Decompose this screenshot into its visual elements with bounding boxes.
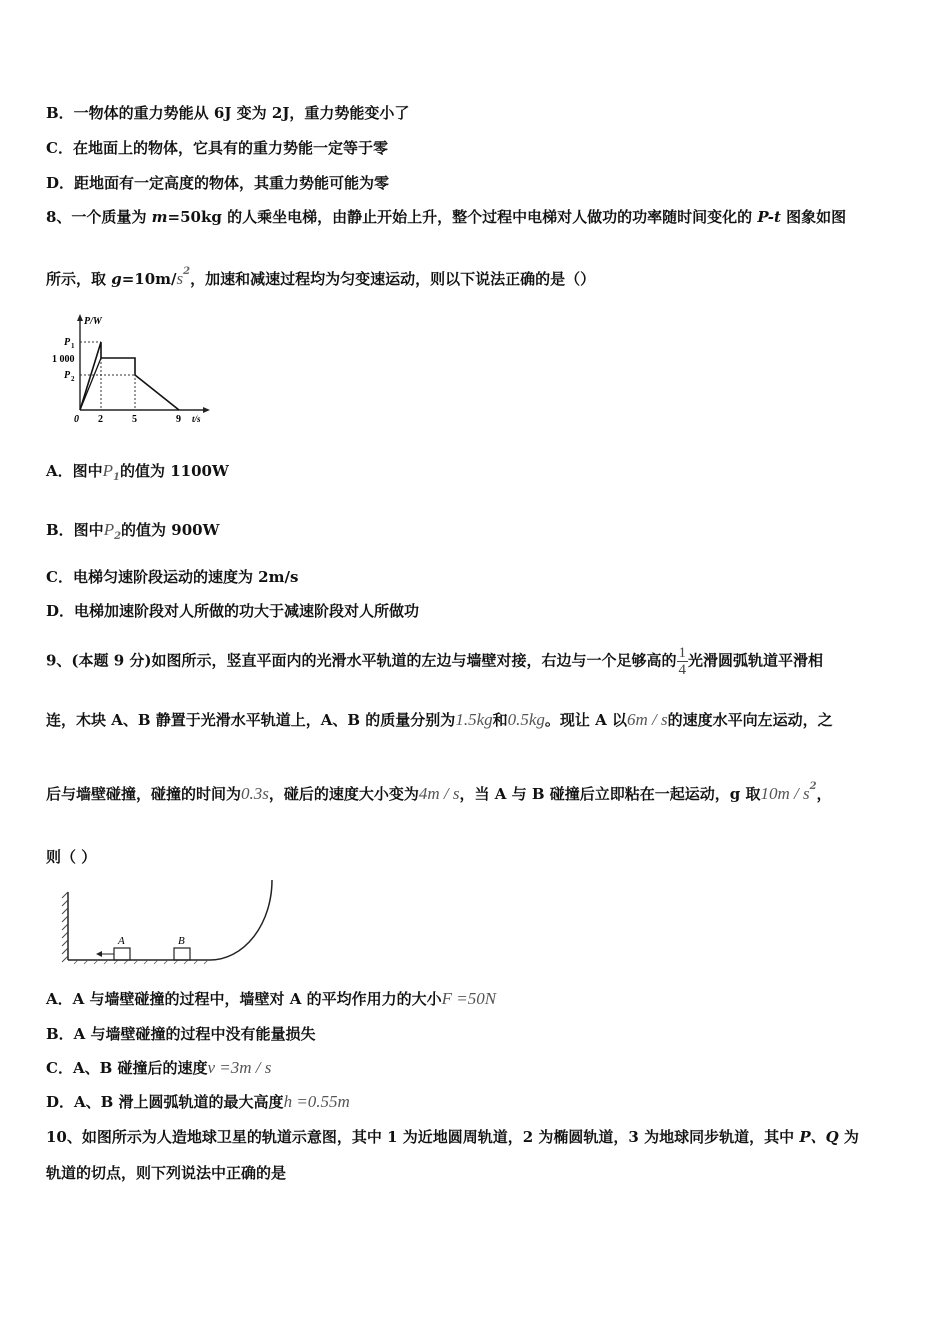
q9-velocity-initial: 6m / s (627, 710, 668, 729)
q9-fraction (677, 645, 689, 678)
q9-option-b: B．A 与墙壁碰撞的过程中没有能量损失 (46, 1025, 316, 1043)
graph-y-label: P/W (84, 316, 102, 327)
q8-option-a (46, 460, 229, 481)
q8-opt-b-symbol: P (103, 520, 115, 539)
q10-text: 为 (838, 1128, 859, 1146)
q8-opt-a-symbol: P (102, 461, 114, 480)
velocity-arrow-head (96, 951, 102, 957)
q8-stem-line2 (46, 268, 595, 289)
q8-stem-line1 (46, 206, 846, 227)
q9-opt-text: C．A、B 碰撞后的速度 (46, 1059, 208, 1077)
q8-text: 图象如图 (780, 208, 847, 226)
q10-text: 10、如图所示为人造地球卫星的轨道示意图，其中 1 为近地圆周轨道，2 为椭圆轨道，3 为地球同步轨道，其中 (46, 1128, 800, 1146)
q9-frac-denominator: 4 (678, 662, 687, 678)
q9-collision-time: 0.3s (241, 784, 269, 803)
q8-opt-text: A．图中 (46, 462, 103, 480)
block-a (114, 948, 130, 960)
q10-stem-line2: 轨道的切点，则下列说法中正确的是 (46, 1164, 287, 1182)
q7-option-c: C．在地面上的物体，它具有的重力势能一定等于零 (46, 139, 388, 157)
q8-opt-text: 的值为 900W (121, 521, 220, 539)
graph-p2-sub: 2 (71, 375, 75, 383)
q8-option-b (46, 519, 219, 540)
q8-text: 所示，取 (46, 270, 112, 288)
graph-p2-label: P (64, 370, 71, 381)
q8-var-m: m (151, 208, 168, 226)
q9-option-c (46, 1057, 271, 1078)
q9-text: 9、(本题 9 分)如图所示，竖直平面内的光滑水平轨道的左边与墙壁对接，右边与一个足够高的 (46, 651, 677, 670)
q9-opt-a-formula: F =50N (441, 989, 497, 1008)
q9-option-d (46, 1091, 350, 1112)
graph-1000-label: 1 000 (52, 354, 75, 365)
q9-velocity-after: 4m / s (418, 784, 460, 803)
q8-opt-a-sub: 1 (113, 472, 120, 483)
q9-opt-d-formula: h =0.55m (283, 1092, 350, 1111)
graph-x-arrow (203, 407, 210, 413)
graph-origin-label: 0 (74, 414, 79, 425)
q8-opt-b-sub: 2 (114, 531, 122, 542)
graph-p1-sub: 1 (71, 342, 75, 350)
q9-option-a (46, 988, 496, 1009)
graph-accel-line (80, 358, 101, 410)
graph-y-arrow (77, 314, 83, 321)
q9-mass-a: 1.5kg (455, 710, 493, 729)
q9-stem-line1 (46, 645, 823, 678)
q9-gravity: 10m / s (760, 784, 810, 803)
q10-stem-line1 (46, 1126, 859, 1147)
q9-text: ，碰后的速度大小变为 (268, 785, 419, 803)
q9-text: 后与墙壁碰撞，碰撞的时间为 (46, 785, 242, 803)
graph-p1-label: P (64, 337, 71, 348)
q9-opt-text: A．A 与墙壁碰撞的过程中，墙壁对 A 的平均作用力的大小 (46, 990, 442, 1008)
q9-stem-line4: 则（ ） (46, 848, 97, 866)
q9-gravity-sq: 2 (809, 781, 817, 792)
q7-option-b: B．一物体的重力势能从 6J 变为 2J，重力势能变小了 (46, 104, 410, 122)
q10-var-pq: P、Q (799, 1128, 839, 1146)
q7-option-d: D．距地面有一定高度的物体，其重力势能可能为零 (46, 174, 390, 192)
q9-text: ， (816, 785, 832, 803)
block-b-label: B (178, 935, 185, 947)
graph-t5-label: 5 (132, 414, 137, 425)
q8-text: 8、一个质量为 (46, 208, 152, 226)
q8-var-g: g (111, 270, 122, 288)
track-curve (68, 880, 272, 960)
q8-text: ，加速和减速过程均为匀变速运动，则以下说法正确的是（） (190, 270, 596, 288)
q9-opt-text: D．A、B 滑上圆弧轨道的最大高度 (46, 1093, 284, 1111)
graph-t9-label: 9 (176, 414, 181, 425)
q9-mass-b: 0.5kg (507, 710, 545, 729)
q8-text: =50kg 的人乘坐电梯，由静止开始上升，整个过程中电梯对人做功的功率随时间变化的 (167, 208, 758, 226)
q9-text: 。现让 A 以 (544, 711, 628, 729)
q8-pt-graph (48, 310, 218, 430)
graph-t2-label: 2 (98, 414, 103, 425)
graph-x-label: t/s (192, 414, 201, 424)
q8-opt-text: B．图中 (46, 521, 104, 539)
q9-text: ，当 A 与 B 碰撞后立即粘在一起运动，g 取 (459, 785, 761, 803)
q9-frac-numerator: 1 (678, 645, 687, 661)
q9-track-figure (60, 878, 280, 968)
q9-stem-line3 (46, 783, 832, 804)
q9-text: 连，木块 A、B 静置于光滑水平轨道上，A、B 的质量分别为 (46, 711, 456, 729)
q8-var-pt: P-t (757, 208, 781, 226)
q8-opt-text: 的值为 1100W (120, 462, 229, 480)
q8-unit-sq: 2 (183, 266, 191, 277)
q8-text: =10m/ (121, 270, 177, 288)
block-b (174, 948, 190, 960)
q9-stem-line2 (46, 709, 833, 730)
q9-text: 的速度水平向左运动，之 (667, 711, 833, 729)
q8-unit-s: s (176, 269, 184, 288)
q8-option-c: C．电梯匀速阶段运动的速度为 2m/s (46, 568, 299, 586)
q9-opt-c-formula: v =3m / s (207, 1058, 272, 1077)
block-a-label: A (118, 935, 125, 947)
q9-text: 和 (492, 711, 508, 729)
wall-hatch (62, 892, 68, 962)
q9-text: 光滑圆弧轨道平滑相 (688, 651, 824, 670)
q8-option-d: D．电梯加速阶段对人所做的功大于减速阶段对人所做功 (46, 602, 420, 620)
graph-power-curve (80, 342, 179, 410)
